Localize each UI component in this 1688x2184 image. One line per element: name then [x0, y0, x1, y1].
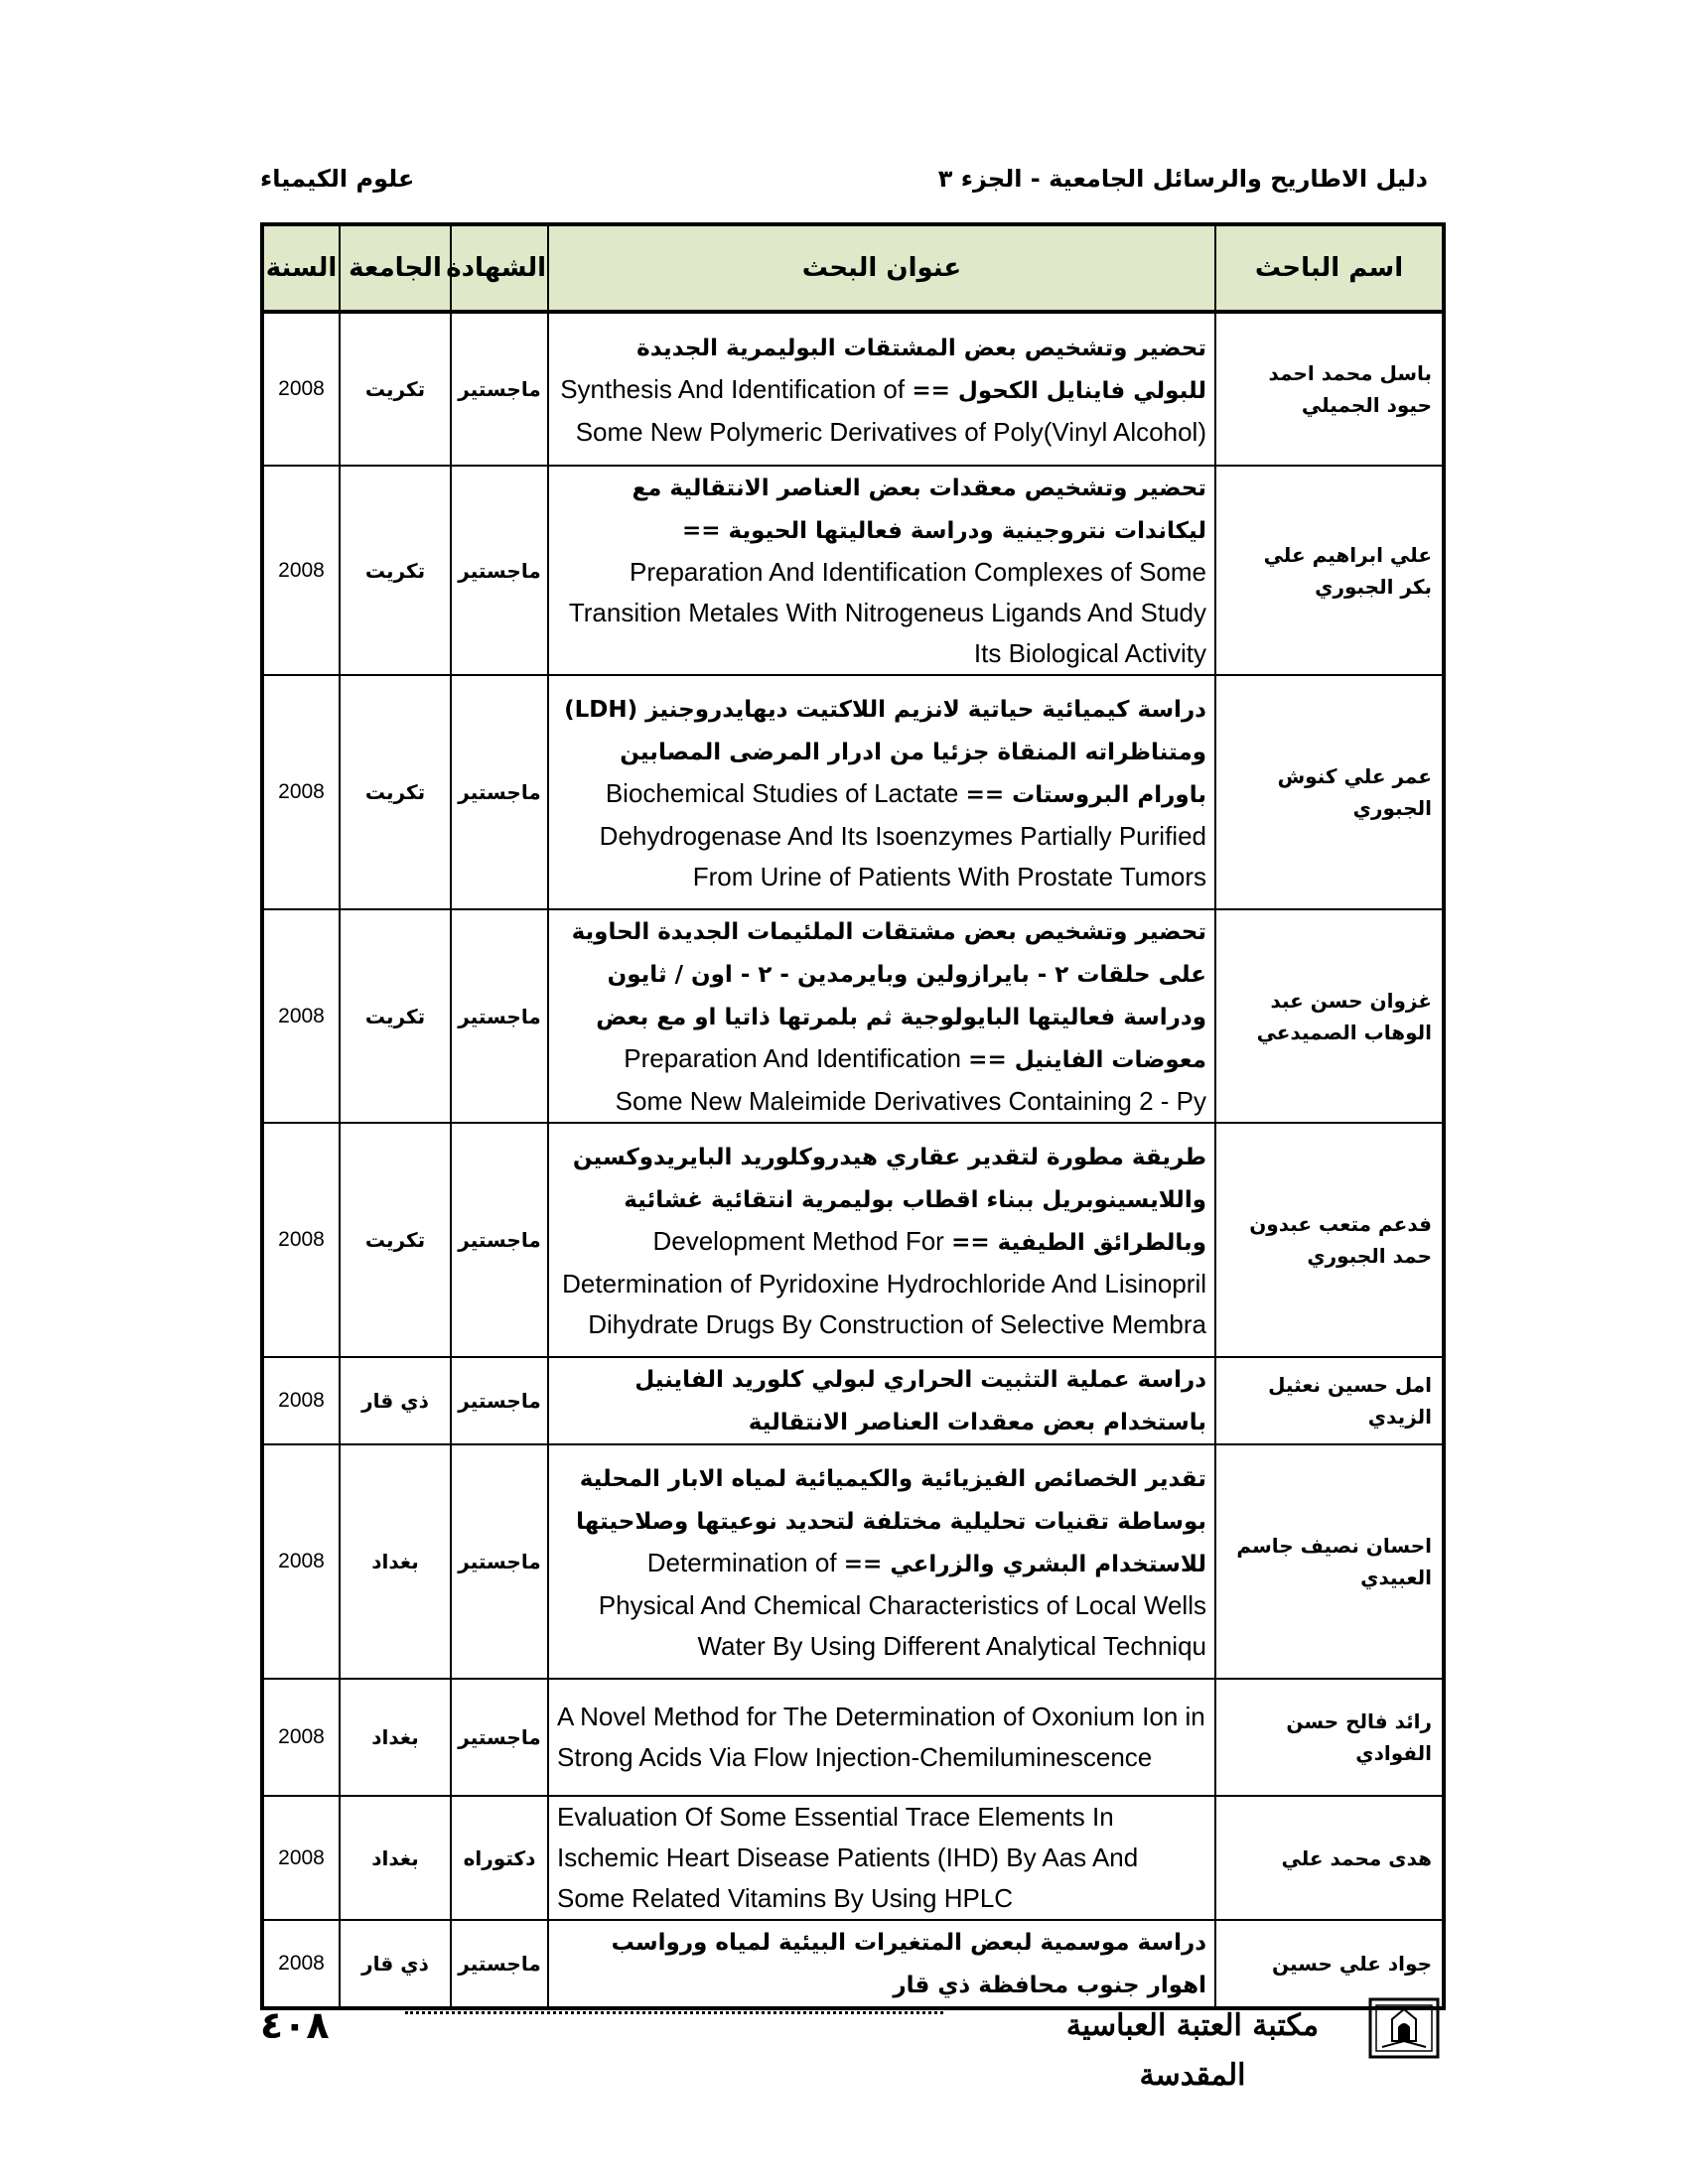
title-english: A Novel Method for The Determination of Oxonium Ion in Strong Acids Via Flow Injection-Chemiluminescence — [557, 1702, 1205, 1772]
table-row — [262, 1920, 1444, 2008]
column-header-name: اسم الباحث — [1215, 224, 1444, 312]
column-header-degree: الشهادة — [451, 224, 548, 312]
university-cell: بغداد — [340, 1679, 451, 1796]
title-arabic: تقدير الخصائص الفيزيائية والكيميائية لمياه الابار المحلية بوساطة تقنيات تحليلية مختلفة لتحديد نوعيتها وصلاحيتها للاستخدام البشري والزراعي == — [576, 1465, 1206, 1577]
year-cell: 2008 — [262, 312, 340, 466]
title-arabic: تحضير وتشخيص بعض المشتقات البوليمرية الجديدة للبولي فاينايل الكحول == — [636, 335, 1206, 404]
title-arabic: دراسة موسمية لبعض المتغيرات البيئية لمياه ورواسب اهوار جنوب محافظة ذي قار — [611, 1930, 1206, 1998]
year-cell: 2008 — [262, 909, 340, 1123]
research-title — [548, 675, 1215, 909]
book-title: دليل الاطاريح والرسائل الجامعية - الجزء ٣ — [937, 165, 1428, 193]
research-title — [548, 1444, 1215, 1679]
title-english: Biochemical Studies of Lactate Dehydrogenase And Its Isoenzymes Partially Purified From Urine of Patients With Prostate Tumors — [599, 777, 1206, 891]
degree-cell: ماجستير — [451, 675, 548, 909]
title-english: Synthesis And Identification of Some New Polymeric Derivatives of Poly(Vinyl Alcohol) — [560, 373, 1206, 447]
research-title — [548, 312, 1215, 466]
research-title — [548, 466, 1215, 675]
dotted-divider — [405, 2011, 943, 2014]
researcher-name: امل حسين نعثيل الزيدي — [1215, 1357, 1444, 1444]
researcher-name: احسان نصيف جاسم العبيدي — [1215, 1444, 1444, 1679]
table-row — [262, 466, 1444, 675]
researcher-name: باسل محمد احمد حيود الجميلي — [1215, 312, 1444, 466]
section-title: علوم الكيمياء — [260, 165, 415, 193]
researcher-name: فدعم متعب عبدون حمد الجبوري — [1215, 1123, 1444, 1357]
research-title — [548, 1796, 1215, 1920]
research-title — [548, 1679, 1215, 1796]
title-arabic: تحضير وتشخيص معقدات بعض العناصر الانتقالية مع ليكاندات نتروجينية ودراسة فعاليتها الحيوية == — [632, 476, 1206, 544]
university-cell: بغداد — [340, 1444, 451, 1679]
university-cell: ذي قار — [340, 1920, 451, 2008]
title-arabic: طريقة مطورة لتقدير عقاري هيدروكلوريد البايريدوكسين واللايسينوبريل ببناء اقطاب بوليمرية انتقائية غشائية وبالطرائق الطيفية == — [572, 1144, 1206, 1256]
research-title — [548, 1920, 1215, 2008]
degree-cell: دكتوراه — [451, 1796, 548, 1920]
degree-cell: ماجستير — [451, 1679, 548, 1796]
title-arabic: تحضير وتشخيص بعض مشتقات الملئيمات الجديدة الحاوية على حلقات ٢ - بايرازولين وبايرمدين - ٢ - اون / ثايون ودراسة فعاليتها البايولوجية ثم بلمرتها ذاتيا او مع بعض معوضات الفاينيل == — [571, 919, 1206, 1073]
degree-cell: ماجستير — [451, 1920, 548, 2008]
column-header-title: عنوان البحث — [548, 224, 1215, 312]
year-cell: 2008 — [262, 1123, 340, 1357]
year-cell: 2008 — [262, 466, 340, 675]
university-cell: تكريت — [340, 312, 451, 466]
researcher-name: غزوان حسن عبد الوهاب الصميدعي — [1215, 909, 1444, 1123]
university-cell: تكريت — [340, 909, 451, 1123]
researcher-name: هدى محمد علي — [1215, 1796, 1444, 1920]
title-english: Development Method For Determination of Pyridoxine Hydrochloride And Lisinopril Dihydrate Drugs By Construction of Selective Membra — [562, 1225, 1206, 1339]
table-row — [262, 1679, 1444, 1796]
title-arabic: دراسة كيميائية حياتية لانزيم اللاكتيت ديهايدروجنيز (LDH) ومتناظراته المنقاة جزئيا من ادرار المرضى المصابين باورام البروستات == — [564, 696, 1206, 808]
university-cell: ذي قار — [340, 1357, 451, 1444]
degree-cell: ماجستير — [451, 312, 548, 466]
library-emblem-icon — [1368, 1997, 1440, 2059]
title-english: Determination of Physical And Chemical Characteristics of Local Wells Water By Using Different Analytical Techniqu — [598, 1547, 1206, 1661]
research-title — [548, 1123, 1215, 1357]
researcher-name: عمر علي كنوش الجبوري — [1215, 675, 1444, 909]
table-header-row — [262, 224, 1444, 312]
research-title — [548, 909, 1215, 1123]
thesis-table — [260, 222, 1446, 2010]
title-arabic: دراسة عملية التثبيت الحراري لبولي كلوريد الفاينيل باستخدام بعض معقدات العناصر الانتقالية — [634, 1367, 1206, 1435]
degree-cell: ماجستير — [451, 466, 548, 675]
title-english: Evaluation Of Some Essential Trace Elements In Ischemic Heart Disease Patients (IHD) By Aas And Some Related Vitamins By Using HPLC — [557, 1802, 1139, 1913]
researcher-name: جواد علي حسين — [1215, 1920, 1444, 2008]
title-english: Preparation And Identification Some New Maleimide Derivatives Containing 2 - Py — [615, 1043, 1206, 1116]
research-title — [548, 1357, 1215, 1444]
year-cell: 2008 — [262, 675, 340, 909]
degree-cell: ماجستير — [451, 909, 548, 1123]
page-number: ٤٠٨ — [260, 2003, 330, 2047]
year-cell: 2008 — [262, 1796, 340, 1920]
table-row — [262, 1123, 1444, 1357]
degree-cell: ماجستير — [451, 1123, 548, 1357]
year-cell: 2008 — [262, 1920, 340, 2008]
library-logo-text: مكتبة العتبة العباسية المقدسة — [1065, 2008, 1320, 2093]
table-row — [262, 312, 1444, 466]
degree-cell: ماجستير — [451, 1357, 548, 1444]
year-cell: 2008 — [262, 1679, 340, 1796]
year-cell: 2008 — [262, 1357, 340, 1444]
university-cell: تكريت — [340, 675, 451, 909]
university-cell: تكريت — [340, 466, 451, 675]
year-cell: 2008 — [262, 1444, 340, 1679]
column-header-year: السنة — [262, 224, 340, 312]
table-row — [262, 1796, 1444, 1920]
researcher-name: رائد فالح حسن الفوادي — [1215, 1679, 1444, 1796]
university-cell: بغداد — [340, 1796, 451, 1920]
title-english: Preparation And Identification Complexes of Some Transition Metales With Nitrogeneus Ligands And Study Its Biological Activity — [568, 557, 1206, 668]
researcher-name: علي ابراهيم علي بكر الجبوري — [1215, 466, 1444, 675]
university-cell: تكريت — [340, 1123, 451, 1357]
table-row — [262, 1444, 1444, 1679]
table-row — [262, 1357, 1444, 1444]
table-row — [262, 675, 1444, 909]
column-header-university: الجامعة — [340, 224, 451, 312]
table-row — [262, 909, 1444, 1123]
degree-cell: ماجستير — [451, 1444, 548, 1679]
